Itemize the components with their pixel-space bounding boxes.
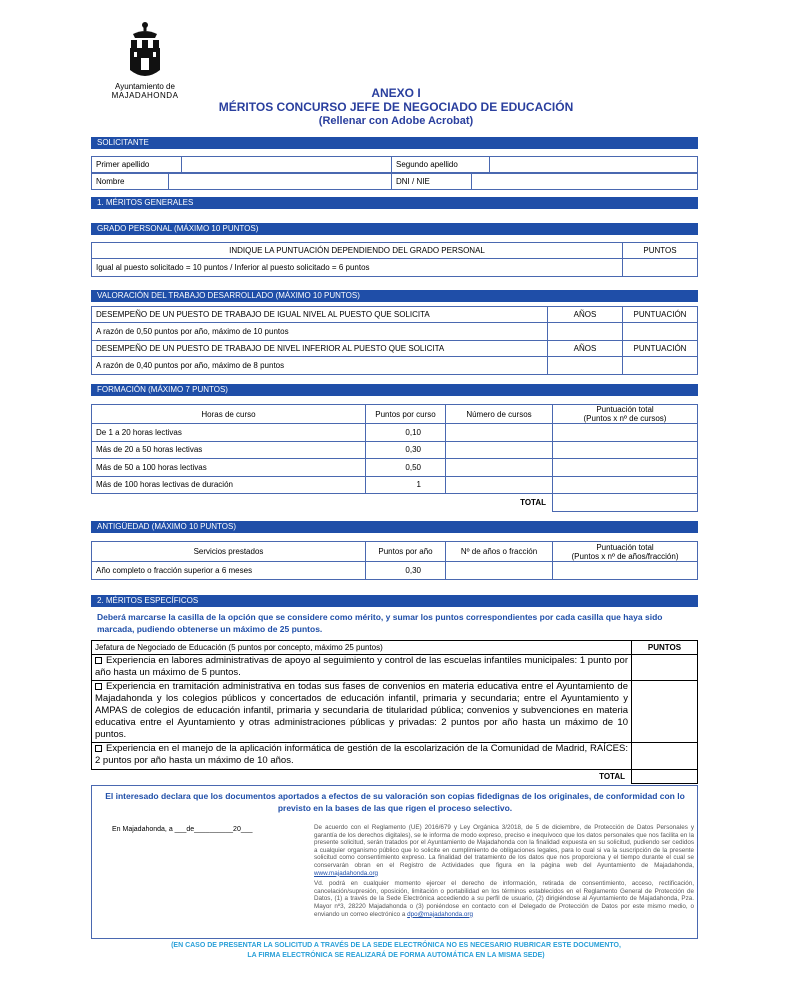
grado-row-label: Igual al puesto solicitado = 10 puntos / Inferior al puesto solicitado = 6 puntos — [92, 259, 623, 277]
solicitante-table — [91, 156, 698, 173]
formacion-numero-field[interactable] — [446, 459, 553, 477]
valoracion-header-igual: DESEMPEÑO DE UN PUESTO DE TRABAJO DE IGUAL NIVEL AL PUESTO QUE SOLICITA — [92, 307, 548, 323]
legal-paragraph-1 — [314, 824, 694, 877]
dpo-email-link[interactable]: dpo@majadahonda.org — [407, 910, 474, 918]
signature-date-line[interactable]: En Majadahonda, a ___de__________20___ — [112, 826, 253, 833]
legal-text-1: De acuerdo con el Reglamento (UE) 2016/679 y Ley Orgánica 3/2018, de 5 de diciembre, de Protección de Datos Personales y garantía de los derechos digitales), se le informa de modo expreso, preciso e inequívoco que los datos personales que nos facilita en la presente solicitud, serán tratados por el Ayuntamiento de Majadahonda con la finalidad expuesta en su solicitud, pudiendo ser cedidos a cualquier organismo público que lo solicite en cumplimiento de obligaciones legales, para lo cual si va la suscripción de la presente solicitud como consentimiento expreso. La finalidad del tratamiento de los datos que nos proporciona y el tiempo durante el cual se conservarán obran en el Registro de Actividades que figura en la página web del Ayuntamiento de Majadahonda, — [314, 824, 694, 869]
valoracion-anos-field-2[interactable] — [548, 357, 623, 375]
valoracion-header-inferior: DESEMPEÑO DE UN PUESTO DE TRABAJO DE NIVEL INFERIOR AL PUESTO QUE SOLICITA — [92, 341, 548, 357]
valoracion-table — [91, 306, 698, 375]
antiguedad-servicios-header: Servicios prestados — [92, 542, 366, 562]
checkbox-merito-1[interactable] — [95, 657, 102, 664]
formacion-row-pts: 1 — [366, 476, 446, 494]
formacion-total-header — [553, 405, 698, 424]
grado-puntos-header: PUNTOS — [623, 243, 698, 259]
formacion-total-field[interactable] — [553, 424, 698, 442]
merito-puntos-field-3[interactable] — [632, 743, 698, 770]
especificos-total-field[interactable] — [632, 770, 698, 784]
valoracion-puntuacion-field-2[interactable] — [623, 357, 698, 375]
formacion-grand-total-field[interactable] — [553, 494, 698, 512]
merito-item-1-text: Experiencia en labores administrativas de apoyo al seguimiento y control de las escuelas infantiles municipales: 1 punto por año hasta un máximo de 5 puntos. — [95, 655, 628, 678]
logo-line-2: MAJADAHONDA — [111, 91, 179, 100]
section-bar-antiguedad: ANTIGÜEDAD (MÁXIMO 10 PUNTOS) — [91, 521, 698, 533]
segundo-apellido-field[interactable] — [490, 157, 698, 173]
especificos-note: Deberá marcarse la casilla de la opción que se considere como mérito, y sumar los puntos correspondientes por cada casilla que haya sido marcada, pudiendo obtenerse un máximo de 25 puntos. — [97, 612, 663, 634]
section-bar-generales: 1. MÉRITOS GENERALES — [91, 197, 698, 209]
grado-header: INDIQUE LA PUNTUACIÓN DEPENDIENDO DEL GRADO PERSONAL — [92, 243, 623, 259]
especificos-header: Jefatura de Negociado de Educación (5 puntos por concepto, máximo 25 puntos) — [92, 641, 632, 655]
antiguedad-row-pts: 0,30 — [366, 562, 446, 580]
merito-item-2-text: Experiencia en tramitación administrativa en todas sus fases de convenios en materia educativa entre el Ayuntamiento de Majadahonda y los colegios públicos y concertados de educación infantil, primaria y secundaria; entre el Ayuntamiento y AMPAS de colegios de educación infantil, primaria y secundaria de titularidad pública; convenios y subvenciones en materia educativa entre el Ayuntamiento y otras administraciones públicas y privadas: 2 puntos por año hasta un máximo de 10 puntos. — [95, 681, 628, 740]
valoracion-row-igual: A razón de 0,50 puntos por año, máximo de 10 puntos — [92, 323, 548, 341]
formacion-numero-field[interactable] — [446, 441, 553, 459]
table-row — [92, 476, 698, 494]
footer-line-1: (EN CASO DE PRESENTAR LA SOLICITUD A TRAVÉS DE LA SEDE ELECTRÓNICA NO ES NECESARIO RUBRICAR ESTE DOCUMENTO, — [171, 942, 621, 949]
formacion-row-label: Más de 20 a 50 horas lectivas — [92, 441, 366, 459]
nombre-field[interactable] — [169, 174, 392, 190]
formacion-total-label: TOTAL — [92, 494, 553, 512]
formacion-numero-header: Número de cursos — [446, 405, 553, 424]
valoracion-puntuacion-field-1[interactable] — [623, 323, 698, 341]
formacion-numero-field[interactable] — [446, 476, 553, 494]
merito-item-1 — [92, 655, 632, 681]
primer-apellido-label: Primer apellido — [92, 157, 182, 173]
antiguedad-puntos-header: Puntos por año — [366, 542, 446, 562]
especificos-total-label: TOTAL — [92, 770, 632, 784]
formacion-total-header-l2: (Puntos x nº de cursos) — [583, 414, 667, 423]
merito-puntos-field-2[interactable] — [632, 681, 698, 743]
dni-label: DNI / NIE — [392, 174, 472, 190]
data-protection-notice — [314, 824, 694, 918]
formacion-numero-field[interactable] — [446, 424, 553, 442]
formacion-row-label: Más de 100 horas lectivas de duración — [92, 476, 366, 494]
table-row — [92, 441, 698, 459]
formacion-puntos-header: Puntos por curso — [366, 405, 446, 424]
page-subtitle: (Rellenar con Adobe Acrobat) — [318, 115, 474, 127]
formacion-total-field[interactable] — [553, 459, 698, 477]
merito-item-3 — [92, 743, 632, 770]
merito-puntos-field-1[interactable] — [632, 655, 698, 681]
antiguedad-total-header-l2: (Puntos x nº de años/fracción) — [571, 551, 679, 561]
antiguedad-total-header-l1: Puntuación total — [596, 542, 654, 552]
segundo-apellido-label: Segundo apellido — [392, 157, 490, 173]
nombre-table — [91, 173, 698, 190]
valoracion-row-inferior: A razón de 0,40 puntos por año, máximo de 8 puntos — [92, 357, 548, 375]
valoracion-anos-header-1: AÑOS — [548, 307, 623, 323]
formacion-total-field[interactable] — [553, 441, 698, 459]
formacion-row-pts: 0,50 — [366, 459, 446, 477]
section-bar-especificos: 2. MÉRITOS ESPECÍFICOS — [91, 595, 698, 607]
grado-table — [91, 242, 698, 277]
merito-item-3-text: Experiencia en el manejo de la aplicación informática de gestión de la escolarización de la Comunidad de Madrid, RAÍCES: 2 puntos por año hasta un máximo de 10 años. — [95, 743, 628, 766]
antiguedad-numero-header: Nº de años o fracción — [446, 542, 553, 562]
checkbox-merito-3[interactable] — [95, 745, 102, 752]
title-block — [0, 86, 792, 128]
logo-line-1: Ayuntamiento de — [115, 82, 175, 91]
formacion-row-pts: 0,30 — [366, 441, 446, 459]
formacion-row-pts: 0,10 — [366, 424, 446, 442]
section-bar-grado: GRADO PERSONAL (MÁXIMO 10 PUNTOS) — [91, 223, 698, 235]
table-row — [92, 459, 698, 477]
footer-note — [0, 941, 792, 961]
page-title: MÉRITOS CONCURSO JEFE DE NEGOCIADO DE EDUCACIÓN — [218, 100, 574, 114]
formacion-table — [91, 404, 698, 512]
antiguedad-numero-field[interactable] — [446, 562, 553, 580]
grado-puntos-field[interactable] — [623, 259, 698, 277]
section-bar-solicitante: SOLICITANTE — [91, 137, 698, 149]
antiguedad-total-field[interactable] — [553, 562, 698, 580]
valoracion-anos-header-2: AÑOS — [548, 341, 623, 357]
formacion-row-label: Más de 50 a 100 horas lectivas — [92, 459, 366, 477]
section-bar-valoracion: VALORACIÓN DEL TRABAJO DESARROLLADO (MÁXIMO 10 PUNTOS) — [91, 290, 698, 302]
legal-text-2: Vd. podrá en cualquier momento ejercer el derecho de información, retirada de consentimiento, acceso, rectificación, cancelación/supresión, oposición, limitación o portabilidad en los términos establecidos en el Reglamento General de Protección de Datos, (1) a través de la Sede Electrónica accediendo a su perfil de usuario, (2) dirigiéndose al Ayuntamiento de Majadahonda, Pza. Mayor nº3, 28220 Majadahonda o (3) poniéndose en contacto con el Delegado de Protección de Datos por este mismo medio, o enviando un correo electrónico a — [314, 880, 694, 918]
castle-crest-icon — [125, 20, 165, 80]
table-row — [92, 424, 698, 442]
declaration-text: El interesado declara que los documentos aportados a efectos de su valoración son copias fidedignas de los originales, de conformidad con lo previsto en la bases de las que rigen el proceso selectivo. — [105, 791, 685, 813]
formacion-total-header-l1: Puntuación total — [596, 405, 654, 414]
valoracion-puntuacion-header-1: PUNTUACIÓN — [623, 307, 698, 323]
footer-line-2: LA FIRMA ELECTRÓNICA SE REALIZARÁ DE FORMA AUTOMÁTICA EN LA MISMA SEDE) — [247, 952, 545, 959]
especificos-puntos-header: PUNTOS — [632, 641, 698, 655]
nombre-label: Nombre — [92, 174, 169, 190]
declaration-box — [91, 785, 698, 939]
website-link[interactable]: www.majadahonda.org — [314, 869, 379, 877]
antiguedad-row-label: Año completo o fracción superior a 6 meses — [92, 562, 366, 580]
antiguedad-table — [91, 541, 698, 580]
formacion-total-field[interactable] — [553, 476, 698, 494]
especificos-table — [91, 640, 698, 784]
valoracion-anos-field-1[interactable] — [548, 323, 623, 341]
annex-title: ANEXO I — [371, 86, 421, 100]
checkbox-merito-2[interactable] — [95, 683, 102, 690]
antiguedad-total-header — [553, 542, 698, 562]
legal-paragraph-2 — [314, 880, 694, 918]
section-bar-formacion: FORMACIÓN (MÁXIMO 7 PUNTOS) — [91, 384, 698, 396]
formacion-horas-header: Horas de curso — [92, 405, 366, 424]
primer-apellido-field[interactable] — [182, 157, 392, 173]
valoracion-puntuacion-header-2: PUNTUACIÓN — [623, 341, 698, 357]
merito-item-2 — [92, 681, 632, 743]
dni-field[interactable] — [472, 174, 698, 190]
formacion-row-label: De 1 a 20 horas lectivas — [92, 424, 366, 442]
